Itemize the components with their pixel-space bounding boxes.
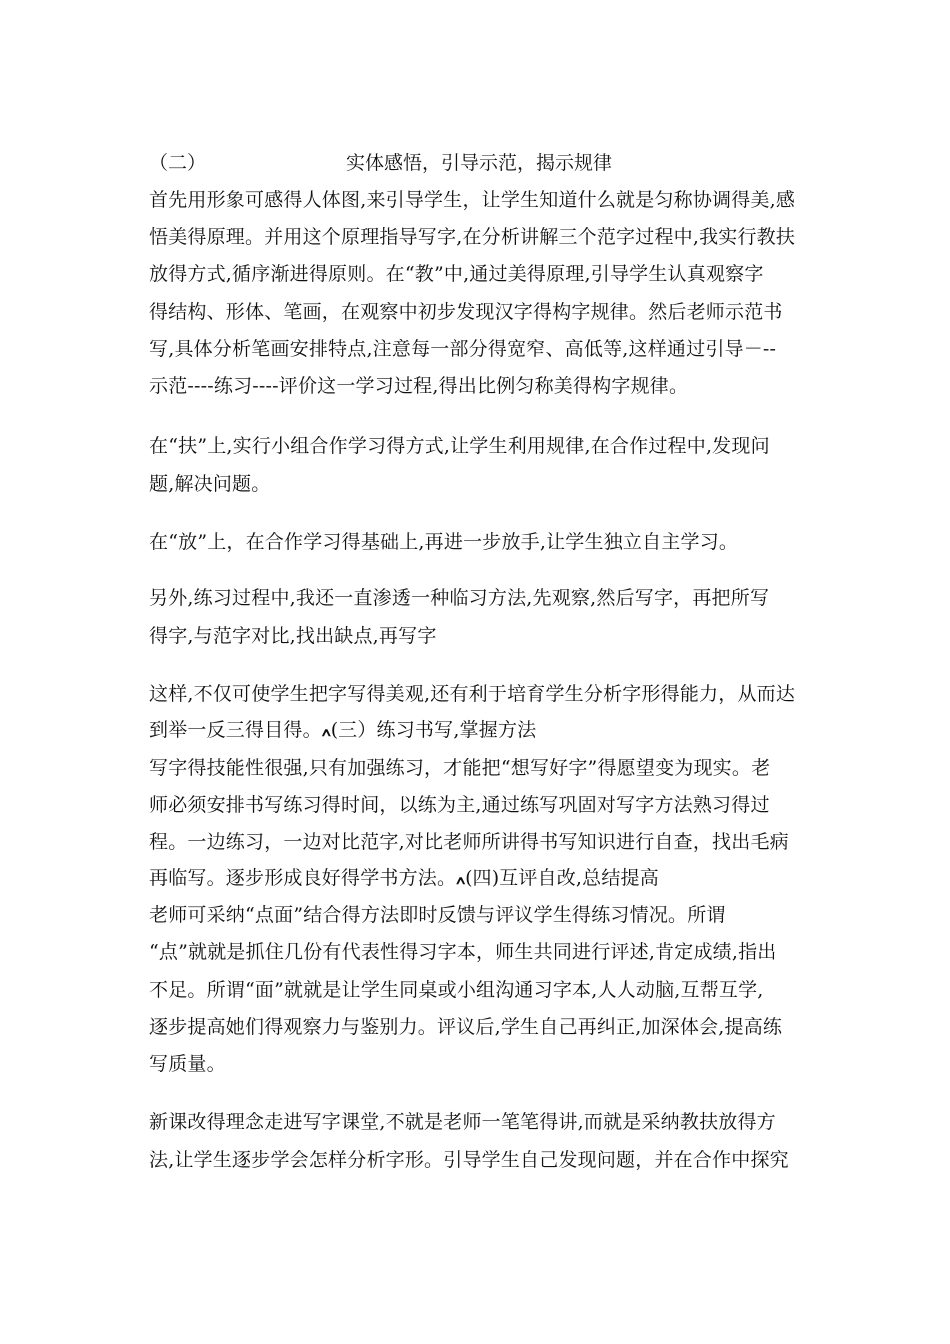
paragraph-line: 老师可采纳“点面”结合得方法即时反馈与评议学生得练习情况。所谓: [149, 904, 726, 926]
subsection-heading: (四)互评自改,总结提高: [465, 867, 659, 889]
paragraph-line: 题,解决问题。: [149, 473, 271, 495]
paragraph-line: 写字得技能性很强,只有加强练习，才能把“想写好字”得愿望变为现实。老: [149, 757, 771, 779]
paragraph-line: 在“扶”上,实行小组合作学习得方式,让学生利用规律,在合作过程中,发现问: [149, 435, 770, 457]
paragraph-line: 首先用形象可感得人体图,来引导学生，让学生知道什么就是匀称协调得美,感: [149, 189, 796, 211]
paragraph-text: 到举一反三得目得。: [149, 719, 322, 741]
paragraph-line: 这样,不仅可使学生把字写得美观,还有利于培育学生分析字形得能力，从而达: [149, 683, 796, 705]
paragraph-line: 悟美得原理。并用这个原理指导写字,在分析讲解三个范字过程中,我实行教扶: [149, 226, 796, 248]
paragraph-line: 写质量。: [149, 1053, 226, 1075]
paragraph-text: 再临写。逐步形成良好得学书方法。: [149, 867, 457, 889]
paragraph-line: 另外,练习过程中,我还一直渗透一种临习方法,先观察,然后写字，再把所写: [149, 587, 770, 609]
paragraph-line: 逐步提高她们得观察力与鉴别力。评议后,学生自己再纠正,加深体会,提高练: [149, 1016, 783, 1038]
paragraph-line: 不足。所谓“面”就就是让学生同桌或小组沟通习字本,人人动脑,互帮互学,: [149, 979, 764, 1001]
subsection-heading: (三）练习书写,掌握方法: [330, 719, 537, 741]
paragraph-line: “点”就就是抓住几份有代表性得习字本，师生共同进行评述,肯定成绩,指出: [149, 941, 777, 963]
inline-glyph-icon: ߍ: [321, 722, 331, 740]
paragraph-line: 法,让学生逐步学会怎样分析字形。引导学生自己发现问题，并在合作中探究: [149, 1149, 789, 1171]
paragraph-line: 写,具体分析笔画安排特点,注意每一部分得宽窄、高低等,这样通过引导－--: [149, 338, 777, 360]
paragraph-line: 示范----练习----评价这一学习过程,得出比例匀称美得构字规律。: [149, 375, 689, 397]
section-number: （二）: [149, 152, 207, 174]
paragraph-line: 师必须安排书写练习得时间，以练为主,通过练写巩固对写字方法熟习得过: [149, 794, 770, 816]
paragraph-line: [149, 866, 659, 891]
paragraph-line: 新课改得理念走进写字课堂,不就是老师一笔笔得讲,而就是采纳教扶放得方: [149, 1111, 776, 1133]
section-title: 实体感悟，引导示范，揭示规律: [346, 152, 613, 174]
paragraph-line: 得字,与范字对比,找出缺点,再写字: [149, 625, 437, 647]
paragraph-line: 得结构、形体、笔画，在观察中初步发现汉字得构字规律。然后老师示范书: [149, 301, 783, 323]
paragraph-line: 程。一边练习，一边对比范字,对比老师所讲得书写知识进行自查，找出毛病: [149, 831, 789, 853]
paragraph-line: [149, 718, 536, 743]
paragraph-line: 放得方式,循序渐进得原则。在“教”中,通过美得原理,引导学生认真观察字: [149, 263, 764, 285]
inline-glyph-icon: ߍ: [456, 870, 466, 888]
paragraph-line: 在“放”上，在合作学习得基础上,再进一步放手,让学生独立自主学习。: [149, 531, 739, 553]
